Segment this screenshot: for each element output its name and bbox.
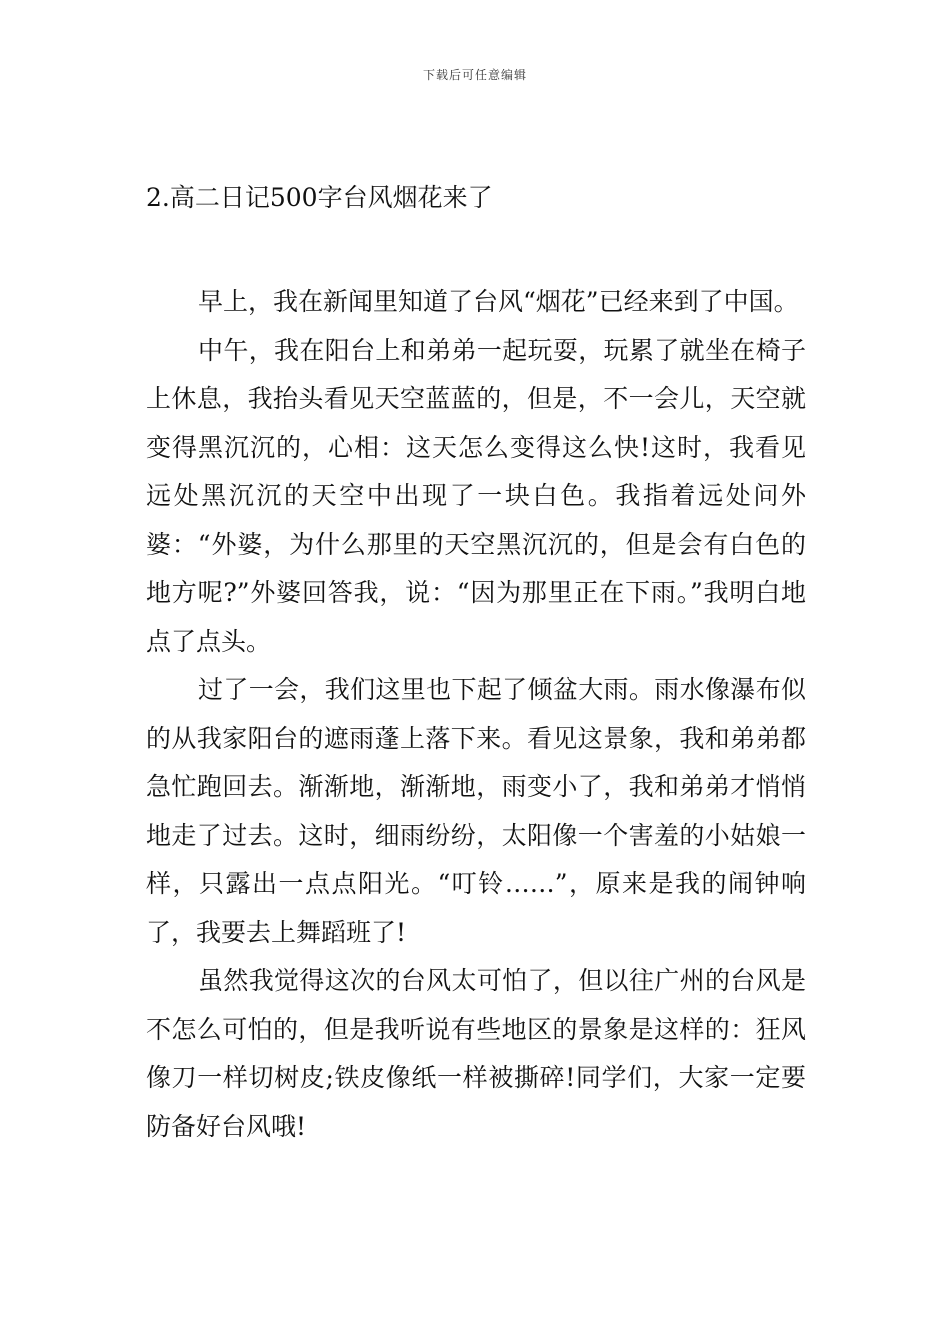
header-note: 下载后可任意编辑 bbox=[422, 68, 527, 82]
paragraph: 虽然我觉得这次的台风太可怕了，但以往广州的台风是不怎么可怕的，但是我听说有些地区的景象是这样的：狂风像刀一样切树皮;铁皮像纸一样被撕碎!同学们，大家一定要防备好台风哦! bbox=[146, 966, 806, 1141]
document-title: 2.高二日记500字台风烟花来了 bbox=[146, 183, 493, 212]
paragraph: 过了一会，我们这里也下起了倾盆大雨。雨水像瀑布似的从我家阳台的遮雨蓬上落下来。看见这景象，我和弟弟都急忙跑回去。渐渐地，渐渐地，雨变小了，我和弟弟才悄悄地走了过去。这时，细雨纷纷，太阳像一个害羞的小姑娘一样，只露出一点点阳光。“叮铃……”，原来是我的闹钟响了，我要去上舞蹈班了! bbox=[146, 675, 806, 947]
document-body bbox=[146, 278, 806, 1151]
paragraph: 中午，我在阳台上和弟弟一起玩耍，玩累了就坐在椅子上休息，我抬头看见天空蓝蓝的，但是，不一会儿，天空就变得黑沉沉的，心相：这天怎么变得这么快!这时，我看见远处黑沉沉的天空中出现了一块白色。我指着远处问外婆：“外婆，为什么那里的天空黑沉沉的，但是会有白色的地方呢?”外婆回答我，说：“因为那里正在下雨。”我明白地点了点头。 bbox=[146, 335, 806, 656]
paragraph: 早上，我在新闻里知道了台风“烟花”已经来到了中国。 bbox=[198, 287, 799, 316]
